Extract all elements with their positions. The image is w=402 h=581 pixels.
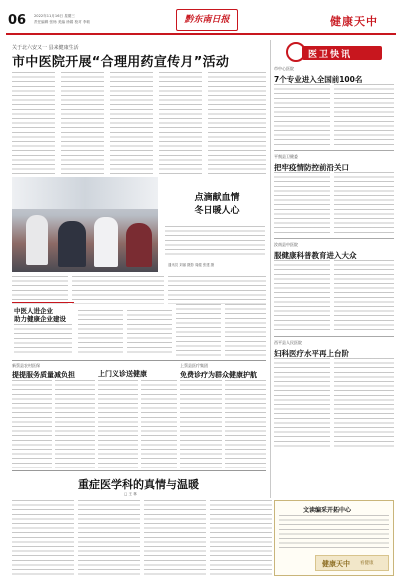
- feature-col-1: [12, 500, 74, 576]
- photo-person-3: [94, 217, 118, 267]
- mid-col-b: [127, 310, 172, 356]
- sidebar-rule-1: [274, 150, 394, 151]
- row2-body-6: [225, 380, 266, 468]
- sidebar-kicker-4: 西平县人民医院: [274, 340, 302, 345]
- box-top-rule: [12, 302, 74, 303]
- sidebar-title-4: 妇科医疗水平再上台阶: [274, 349, 349, 358]
- sidebar-rule-2: [274, 238, 394, 239]
- photo-person-4: [126, 223, 152, 267]
- mid-col-c: [176, 304, 221, 356]
- feature-col-4: [210, 500, 272, 576]
- photo-caption-line-1: 点滴献血情: [194, 193, 240, 203]
- notice-stamp: [315, 555, 389, 571]
- photo-person-2: [58, 221, 86, 267]
- photo-caption-body: [165, 226, 265, 256]
- lead-col-5: [208, 72, 266, 174]
- sidebar-body-4b: [334, 358, 394, 448]
- feature-headline: 重症医学科的真情与温暖: [78, 478, 199, 491]
- banner-text: 医卫快讯: [308, 50, 353, 60]
- sidebar-rule-3: [274, 336, 394, 337]
- stamp-text: 健康天中: [322, 560, 350, 568]
- sidebar-body-2a: [274, 172, 330, 234]
- page-number: 06: [8, 13, 27, 28]
- sidebar-body-3b: [334, 260, 394, 332]
- feature-byline: □ 王 林: [124, 492, 137, 496]
- lead-continue-right: [168, 276, 266, 304]
- masthead-rule: [6, 33, 396, 35]
- notice-body: [279, 515, 389, 549]
- mid-col-a: [78, 310, 123, 356]
- sidebar-body-4a: [274, 358, 330, 448]
- mid-col-d: [225, 304, 266, 356]
- photo-caption: [168, 192, 266, 218]
- section-name: 健康天中: [330, 15, 378, 28]
- row2-rule: [12, 360, 266, 361]
- sidebar-title-3: 服健康科普教育进入大众: [274, 251, 357, 260]
- lead-col-4: [159, 72, 202, 174]
- row2-title-2: 上门义诊送健康: [98, 370, 147, 378]
- masthead: [0, 0, 402, 38]
- sidebar-item-4: [274, 340, 394, 359]
- lead-continue-left: [12, 276, 68, 304]
- sidebar-item-1: [274, 66, 394, 85]
- box-body: [14, 324, 72, 356]
- row2-body-1: [12, 380, 52, 468]
- lead-col-2: [61, 72, 104, 174]
- row2-title-1: 提提服务质量减负担: [12, 371, 75, 379]
- editor-line: 责任编辑 张杨 美编 徐娟 校对 李莉: [34, 20, 91, 24]
- sidebar-banner: [286, 40, 382, 64]
- row2-item-1: [12, 363, 92, 380]
- row2-body-3: [98, 380, 138, 468]
- sidebar-title-2: 把牢疫情防控前沿关口: [274, 163, 349, 172]
- lead-col-1: [12, 72, 55, 174]
- row2-title-3: 免费诊疗为群众健康护航: [180, 371, 257, 379]
- sidebar-item-2: [274, 154, 394, 173]
- date-line: 2022年11月16日 星期三: [34, 14, 75, 18]
- sidebar-body-1a: [274, 84, 330, 146]
- feature-col-3: [144, 500, 206, 576]
- column-divider: [270, 40, 271, 498]
- sidebar-title-1: 7个专业进入全国前100名: [274, 75, 363, 84]
- sidebar-kicker-1: 市中心医院: [274, 66, 294, 71]
- stamp-sub: 看健康: [360, 561, 374, 566]
- paper-logo: [176, 9, 238, 31]
- photo-person-1: [26, 215, 48, 265]
- row2-body-5: [180, 380, 222, 468]
- lead-headline: 市中医院开展“合理用药宣传月”活动: [12, 55, 230, 70]
- notice-box: [274, 500, 394, 576]
- feature-col-2: [78, 500, 140, 576]
- paper-name: 黔东南日报: [184, 15, 230, 25]
- photo-caption-line-2: 冬日暖人心: [194, 206, 240, 216]
- row2-kicker-2: [98, 363, 178, 368]
- feature-rule: [12, 470, 266, 471]
- row2-item-3: [180, 363, 270, 380]
- sidebar-body-1b: [334, 84, 394, 146]
- sidebar-body-3a: [274, 260, 330, 332]
- lead-col-3: [110, 72, 153, 174]
- lead-kicker: 关于北六安又一 县来健康生活: [12, 45, 79, 51]
- row2-body-2: [55, 380, 95, 468]
- box-title-line-1: 中医人进企业: [14, 307, 53, 315]
- row2-kicker-3: 上蔡县医疗集团: [180, 363, 208, 368]
- row2-kicker-1: 新蔡县农村医保: [12, 363, 40, 368]
- photo-credit: 通讯员 刘丽 摄影 周健 张建 摄: [168, 263, 215, 267]
- sidebar-kicker-3: 汝南县中医院: [274, 242, 298, 247]
- sidebar-body-2b: [334, 172, 394, 234]
- sidebar-item-3: [274, 242, 394, 261]
- row2-item-2: [98, 363, 178, 379]
- lead-continue-mid: [72, 276, 164, 304]
- row2-body-4: [141, 380, 177, 468]
- enterprise-item-box: [12, 302, 74, 358]
- blood-drive-photo: [12, 177, 158, 272]
- box-title-line-2: 助力健康企业建设: [14, 315, 66, 323]
- notice-title: 文读编采开拓中心: [303, 507, 352, 514]
- photo-window: [12, 177, 158, 209]
- sidebar-kicker-2: 平舆县卫健委: [274, 154, 298, 159]
